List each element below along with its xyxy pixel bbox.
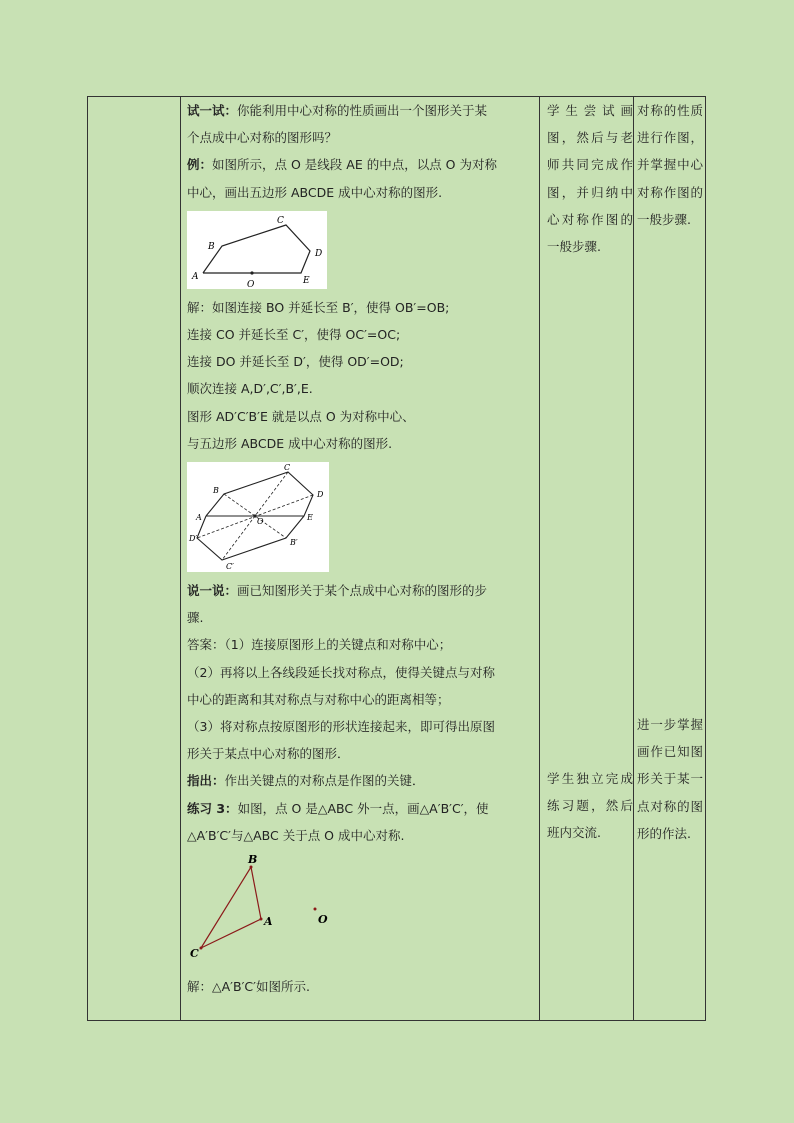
say-text-2: 骤. (187, 610, 204, 626)
try-text-2: 个点成中心对称的图形吗？ (187, 130, 338, 146)
symmetric-figure (187, 462, 329, 572)
try-paragraph (187, 97, 535, 124)
label-o: O (257, 517, 264, 527)
label-o: O (247, 279, 255, 289)
solution-line: 连接 CO 并延长至 C′，使得 OC′=OC; (187, 327, 401, 343)
answer-line: 形关于某点中心对称的图形． (187, 746, 350, 762)
student-activity-2: 学生独立完成练习题，然后班内交流. (547, 771, 633, 841)
practice-text: 如图，点 O 是△ABC 外一点，画△A′B′C′，使 (237, 800, 489, 816)
practice-paragraph (187, 795, 535, 822)
symmetric-diagram (187, 462, 329, 572)
design-intent-2: 进一步掌握画作已知图形关于某一点对称的图形的作法. (637, 717, 703, 841)
triangle-figure (187, 853, 387, 973)
label-c-prime: C′ (226, 562, 234, 572)
point-text: 作出关键点的对称点是作图的关键． (224, 773, 425, 789)
say-text: 画已知图形关于某个点成中心对称的图形的步 (237, 583, 488, 599)
label-d: D (317, 490, 324, 500)
label-d-prime: D′ (189, 534, 198, 544)
label-b-prime: B′ (290, 538, 298, 548)
label-a: A (264, 915, 273, 929)
solution-line: 图形 AD′C′B′E 就是以点 O 为对称中心、 (187, 408, 415, 424)
answer-line: （3）将对称点按原图形的形状连接起来，即可得出原图 (187, 719, 495, 735)
label-c: C (277, 215, 284, 226)
column-divider (180, 97, 181, 1020)
practice-label: 练习 3： (187, 800, 238, 816)
label-b: B (213, 486, 219, 496)
answer-line: 答案：（1）连接原图形上的关键点和对称中心； (187, 637, 452, 653)
column-divider (633, 97, 634, 1020)
example-label: 例： (187, 157, 213, 173)
solution-line: 解：如图连接 BO 并延长至 B′，使得 OB′=OB; (187, 299, 450, 315)
say-paragraph (187, 577, 535, 604)
label-c: C (284, 463, 291, 473)
answer-line: （2）再将以上各线段延长找对称点，使得关键点与对称 (187, 664, 495, 680)
solution-line: 连接 DO 并延长至 D′，使得 OD′=OD; (187, 354, 404, 370)
practice-text-2: △A′B′C′与△ABC 关于点 O 成中心对称. (187, 827, 405, 843)
practice-answer: 解：△A′B′C′如图所示. (187, 979, 310, 995)
pentagon-figure (187, 211, 327, 289)
label-b: B (248, 853, 258, 867)
point-label: 指出： (187, 773, 225, 789)
example-paragraph (187, 151, 535, 178)
student-activity-1: 学生尝试画图，然后与老师共同完成作图，并归纳中心对称作图的一般步骤. (547, 103, 633, 255)
example-text: 如图所示，点 O 是线段 AE 的中点，以点 O 为对称 (212, 157, 497, 173)
label-d: D (315, 248, 323, 259)
lesson-table (87, 96, 706, 1021)
teaching-content (187, 97, 535, 1000)
label-c: C (190, 947, 199, 961)
example-text-2: 中心，画出五边形 ABCDE 成中心对称的图形. (187, 184, 443, 200)
answer-line: 中心的距离和其对称点与对称中心的距离相等； (187, 691, 450, 707)
say-label: 说一说： (187, 583, 238, 599)
label-o: O (318, 913, 328, 927)
try-text: 你能利用中心对称的性质画出一个图形关于某 (237, 103, 488, 118)
solution-line: 顺次连接 A,D′,C′,B′,E. (187, 381, 313, 397)
design-intent-1: 对称的性质进行作图，并掌握中心对称作图的一般步骤. (637, 103, 703, 227)
column-divider (539, 97, 540, 1020)
label-a: A (192, 271, 199, 282)
label-b: B (208, 241, 215, 252)
label-e: E (303, 275, 310, 286)
label-a: A (196, 513, 202, 523)
point-paragraph (187, 767, 535, 794)
solution-line: 与五边形 ABCDE 成中心对称的图形. (187, 435, 393, 451)
label-e: E (307, 513, 313, 523)
pentagon-diagram (187, 211, 327, 289)
triangle-diagram (187, 853, 387, 973)
try-label: 试一试： (187, 103, 238, 118)
